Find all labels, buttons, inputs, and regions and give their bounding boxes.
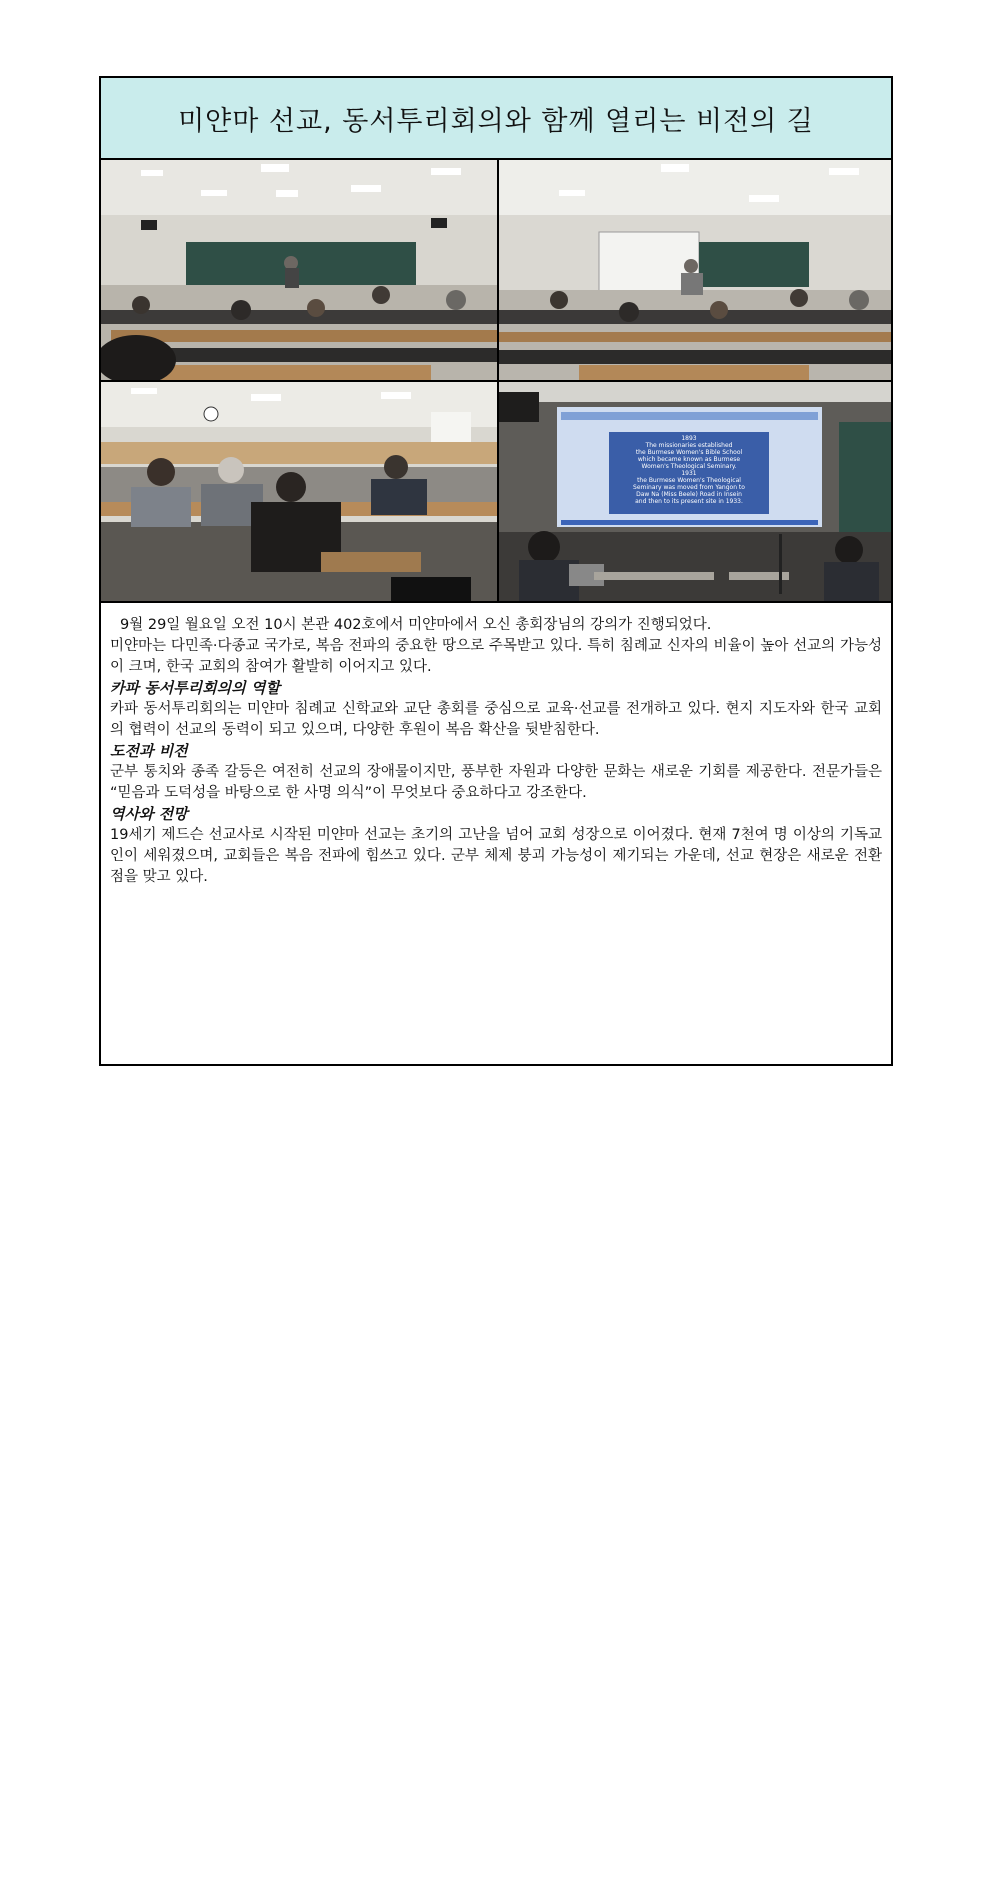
speaker-at-podium-photo	[499, 160, 891, 380]
slide-line-1: 1893	[681, 435, 697, 442]
section-heading-role: 카파 동서투리회의의 역할	[110, 679, 280, 697]
section-body-history: 19세기 제드슨 선교사로 시작된 미얀마 선교는 초기의 고난을 넘어 교회 성장으로 이어졌다. 현재 7천여 명 이상의 기독교인이 세워졌으며, 교회들은 복음 전파에 힘쓰고 있다. 군부 체제 붕괴 가능성이 제기되는 가운데, 선교 현장은 새로운 전환점을 맞고 있다.	[110, 827, 882, 885]
article-body	[101, 601, 891, 888]
slide-line-2: The missionaries established	[645, 442, 733, 449]
section-heading-history: 역사와 전망	[110, 805, 188, 823]
section-body-role: 카파 동서투리회의는 미얀마 침례교 신학교와 교단 총회를 중심으로 교육·선교를 전개하고 있다. 현지 지도자와 한국 교회의 협력이 선교의 동력이 되고 있으며, 다양한 후원이 복음 확산을 뒷받침한다.	[110, 701, 882, 738]
slide-line-8: Seminary was moved from Yangon to	[633, 484, 745, 491]
slide-line-3: the Burmese Women's Bible School	[635, 449, 743, 456]
slide-line-4: which became known as Burmese	[637, 456, 741, 463]
section-heading-challenge: 도전과 비전	[110, 742, 188, 760]
page-title: 미얀마 선교, 동서투리회의와 함께 열리는 비전의 길	[178, 105, 814, 137]
intro-line-2: 미얀마는 다민족·다종교 국가로, 복음 전파의 중요한 땅으로 주목받고 있다. 특히 침례교 신자의 비율이 높아 선교의 가능성이 크며, 한국 교회의 참여가 활발히 이어지고 있다.	[110, 638, 882, 675]
lecture-hall-photo	[101, 160, 497, 380]
photo-grid	[101, 160, 891, 601]
slide-line-5: Women's Theological Seminary.	[641, 463, 737, 470]
slide-line-6: 1931	[681, 470, 697, 477]
title-bar	[101, 78, 891, 160]
slide-line-10: and then to its present site in 1933.	[635, 498, 743, 505]
newsletter-box	[99, 76, 893, 1066]
projector-slide-photo	[499, 382, 891, 601]
slide-line-7: the Burmese Women's Theological	[637, 477, 741, 484]
slide-line-9: Daw Na (Miss Beele) Road in Insein	[636, 491, 742, 498]
section-body-challenge: 군부 통치와 종족 갈등은 여전히 선교의 장애물이지만, 풍부한 자원과 다양한 문화는 새로운 기회를 제공한다. 전문가들은 “믿음과 도덕성을 바탕으로 한 사명 의식”이 무엇보다 중요하다고 강조한다.	[110, 764, 882, 801]
intro-line-1: 9월 29일 월요일 오전 10시 본관 402호에서 미얀마에서 오신 총회장님의 강의가 진행되었다.	[120, 617, 712, 633]
audience-photo	[101, 382, 497, 601]
